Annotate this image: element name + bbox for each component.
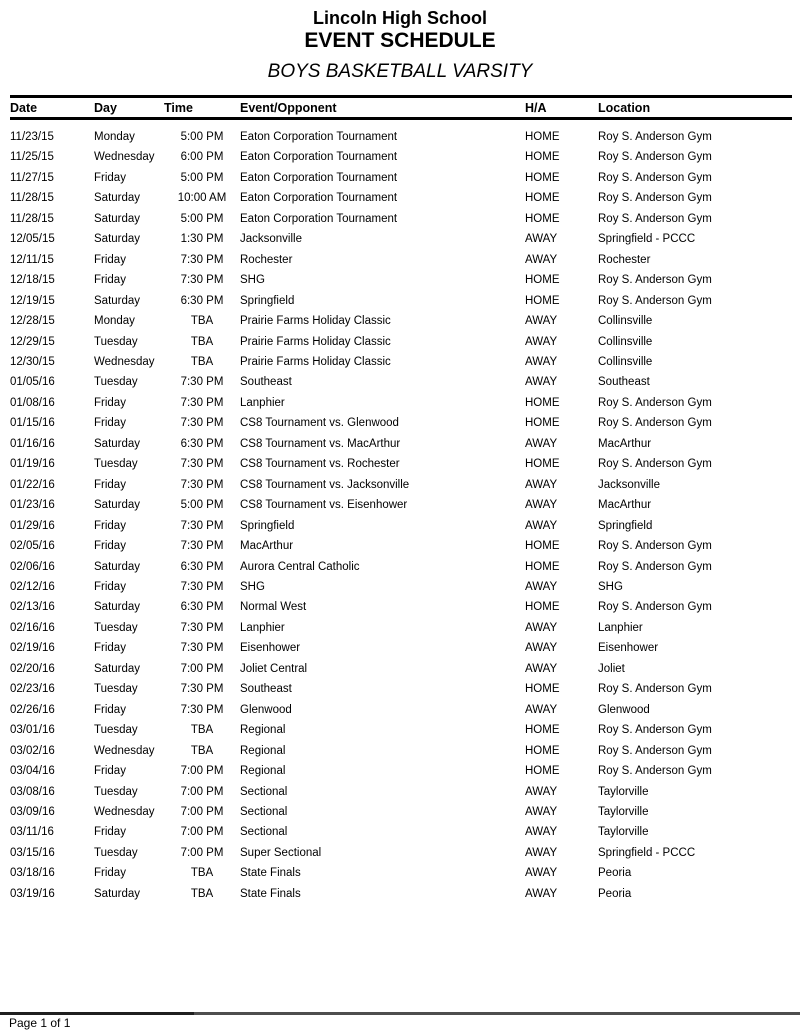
- table-row: [10, 168, 792, 188]
- table-cell: 12/05/15: [10, 233, 55, 246]
- table-cell: SHG: [240, 580, 265, 593]
- table-cell: 11/23/15: [10, 131, 54, 143]
- table-cell: Lanphier: [598, 621, 643, 634]
- table-cell: 02/23/16: [10, 683, 55, 696]
- table-cell: 7:30 PM: [180, 540, 224, 553]
- table-cell: 12/19/15: [10, 294, 55, 307]
- table-cell: HOME: [525, 171, 560, 184]
- table-cell: Tuesday: [94, 376, 138, 389]
- table-cell: 7:30 PM: [180, 376, 224, 389]
- table-cell: Lanphier: [240, 621, 285, 634]
- table-cell: Collinsville: [598, 315, 653, 328]
- table-row: [10, 720, 792, 740]
- table-cell: HOME: [525, 192, 560, 205]
- table-cell: Prairie Farms Holiday Classic: [240, 315, 391, 328]
- table-cell: Wednesday: [94, 805, 155, 818]
- table-cell: Taylorville: [598, 785, 649, 798]
- table-cell: HOME: [525, 417, 560, 430]
- table-cell: 02/12/16: [10, 580, 55, 593]
- table-cell: HOME: [525, 540, 560, 553]
- table-cell: Springfield: [240, 519, 295, 532]
- table-cell: Regional: [240, 724, 286, 737]
- table-cell: HOME: [525, 601, 560, 614]
- table-cell: Roy S. Anderson Gym: [598, 683, 712, 696]
- table-cell: 7:30 PM: [180, 519, 224, 532]
- table-cell: TBA: [190, 867, 214, 880]
- table-cell: 12/11/15: [10, 253, 54, 266]
- table-cell: Friday: [94, 519, 126, 532]
- table-cell: TBA: [190, 335, 214, 348]
- table-cell: Peoria: [598, 887, 632, 900]
- table-cell: Roy S. Anderson Gym: [598, 274, 712, 287]
- table-cell: TBA: [190, 744, 214, 757]
- table-cell: Peoria: [598, 867, 632, 880]
- table-cell: Wednesday: [94, 355, 155, 368]
- table-cell: Roy S. Anderson Gym: [598, 151, 712, 164]
- table-cell: Springfield: [598, 519, 653, 532]
- table-cell: 7:30 PM: [180, 253, 224, 266]
- table-cell: 02/20/16: [10, 662, 55, 675]
- table-cell: AWAY: [525, 478, 558, 491]
- table-row: [10, 516, 792, 536]
- table-cell: HOME: [525, 724, 560, 737]
- table-cell: Friday: [94, 396, 126, 409]
- table-row: [10, 475, 792, 495]
- report-title: EVENT SCHEDULE: [304, 29, 496, 52]
- table-cell: Friday: [94, 417, 126, 430]
- table-cell: Southeast: [598, 376, 650, 389]
- table-cell: Roy S. Anderson Gym: [598, 724, 712, 737]
- table-cell: 1:30 PM: [180, 233, 224, 246]
- table-cell: Joliet Central: [240, 662, 308, 675]
- table-cell: Monday: [94, 131, 135, 143]
- table-cell: AWAY: [525, 642, 558, 655]
- table-cell: 5:00 PM: [180, 212, 224, 225]
- table-cell: Saturday: [94, 560, 141, 573]
- table-cell: Saturday: [94, 601, 141, 614]
- table-cell: 01/19/16: [10, 458, 55, 471]
- table-cell: 03/04/16: [10, 765, 55, 778]
- table-cell: 7:00 PM: [180, 805, 224, 818]
- table-cell: AWAY: [525, 846, 558, 859]
- table-cell: 12/30/15: [10, 355, 55, 368]
- table-cell: 7:30 PM: [180, 642, 224, 655]
- table-cell: 7:30 PM: [180, 274, 224, 287]
- table-cell: CS8 Tournament vs. Jacksonville: [240, 478, 410, 491]
- table-cell: Sectional: [240, 805, 288, 818]
- table-cell: Springfield: [240, 294, 295, 307]
- table-cell: Joliet: [598, 662, 625, 675]
- table-row: [10, 434, 792, 454]
- table-cell: 7:30 PM: [180, 621, 224, 634]
- table-cell: AWAY: [525, 253, 558, 266]
- table-cell: HOME: [525, 560, 560, 573]
- table-cell: SHG: [598, 580, 623, 593]
- table-row: [10, 802, 792, 822]
- table-cell: Wednesday: [94, 151, 155, 164]
- table-cell: 7:30 PM: [180, 683, 224, 696]
- table-cell: 7:00 PM: [180, 785, 224, 798]
- table-cell: Prairie Farms Holiday Classic: [240, 335, 391, 348]
- table-cell: Roy S. Anderson Gym: [598, 744, 712, 757]
- table-cell: Tuesday: [94, 458, 138, 471]
- table-row: [10, 147, 792, 167]
- table-row: [10, 843, 792, 863]
- table-cell: AWAY: [525, 867, 558, 880]
- table-row: [10, 119, 792, 148]
- table-cell: 02/16/16: [10, 621, 55, 634]
- table-cell: 03/01/16: [10, 724, 55, 737]
- table-cell: 12/28/15: [10, 315, 55, 328]
- table-cell: 02/19/16: [10, 642, 55, 655]
- table-cell: Roy S. Anderson Gym: [598, 131, 712, 143]
- table-cell: 11/28/15: [10, 212, 54, 225]
- table-cell: Roy S. Anderson Gym: [598, 765, 712, 778]
- table-cell: Friday: [94, 478, 126, 491]
- table-cell: 7:30 PM: [180, 478, 224, 491]
- table-cell: AWAY: [525, 703, 558, 716]
- table-cell: Friday: [94, 703, 126, 716]
- table-row: [10, 311, 792, 331]
- table-cell: Monday: [94, 315, 135, 328]
- table-cell: 01/15/16: [10, 417, 55, 430]
- table-cell: Collinsville: [598, 335, 653, 348]
- table-cell: 12/18/15: [10, 274, 55, 287]
- table-cell: HOME: [525, 294, 560, 307]
- table-cell: Saturday: [94, 499, 141, 512]
- table-row: [10, 863, 792, 883]
- table-cell: Jacksonville: [240, 233, 302, 246]
- table-cell: TBA: [190, 887, 214, 900]
- table-row: [10, 270, 792, 290]
- table-cell: HOME: [525, 683, 560, 696]
- table-cell: 7:00 PM: [180, 826, 224, 839]
- table-cell: Rochester: [240, 253, 293, 266]
- table-cell: Glenwood: [240, 703, 292, 716]
- table-row: [10, 209, 792, 229]
- table-cell: Tuesday: [94, 683, 138, 696]
- table-cell: Friday: [94, 867, 126, 880]
- table-cell: 01/05/16: [10, 376, 55, 389]
- table-cell: HOME: [525, 274, 560, 287]
- table-cell: Saturday: [94, 212, 141, 225]
- table-cell: 11/28/15: [10, 192, 54, 205]
- table-cell: 01/29/16: [10, 519, 55, 532]
- table-cell: Taylorville: [598, 805, 649, 818]
- table-cell: 10:00 AM: [177, 192, 227, 205]
- table-cell: Southeast: [240, 683, 292, 696]
- table-cell: HOME: [525, 458, 560, 471]
- table-cell: Roy S. Anderson Gym: [598, 192, 712, 205]
- table-cell: Tuesday: [94, 724, 138, 737]
- table-cell: TBA: [190, 724, 214, 737]
- table-cell: Eaton Corporation Tournament: [240, 131, 398, 143]
- table-cell: 7:30 PM: [180, 458, 224, 471]
- table-cell: AWAY: [525, 335, 558, 348]
- table-cell: 5:00 PM: [180, 499, 224, 512]
- table-cell: Springfield - PCCC: [598, 846, 696, 859]
- table-cell: AWAY: [525, 826, 558, 839]
- table-cell: 02/05/16: [10, 540, 55, 553]
- table-cell: Friday: [94, 171, 126, 184]
- table-cell: SHG: [240, 274, 265, 287]
- table-cell: Aurora Central Catholic: [240, 560, 360, 573]
- table-row: [10, 495, 792, 515]
- table-row: [10, 291, 792, 311]
- table-cell: Saturday: [94, 887, 141, 900]
- table-cell: Tuesday: [94, 785, 138, 798]
- table-cell: 03/15/16: [10, 846, 55, 859]
- table-cell: Glenwood: [598, 703, 650, 716]
- table-row: [10, 679, 792, 699]
- table-cell: CS8 Tournament vs. MacArthur: [240, 437, 401, 450]
- table-cell: Friday: [94, 274, 126, 287]
- column-header-day: Day: [94, 97, 164, 119]
- table-cell: AWAY: [525, 233, 558, 246]
- table-cell: 7:30 PM: [180, 580, 224, 593]
- table-cell: AWAY: [525, 519, 558, 532]
- table-cell: Normal West: [240, 601, 307, 614]
- table-cell: 7:30 PM: [180, 703, 224, 716]
- table-cell: Regional: [240, 744, 286, 757]
- table-row: [10, 884, 792, 904]
- table-cell: Friday: [94, 253, 126, 266]
- table-cell: AWAY: [525, 887, 558, 900]
- table-cell: 11/27/15: [10, 171, 54, 184]
- table-cell: Eaton Corporation Tournament: [240, 212, 398, 225]
- table-cell: State Finals: [240, 887, 301, 900]
- table-cell: AWAY: [525, 785, 558, 798]
- table-row: [10, 761, 792, 781]
- table-cell: Roy S. Anderson Gym: [598, 560, 712, 573]
- table-cell: 03/09/16: [10, 805, 55, 818]
- table-cell: MacArthur: [240, 540, 294, 553]
- table-cell: HOME: [525, 765, 560, 778]
- table-row: [10, 741, 792, 761]
- table-row: [10, 557, 792, 577]
- table-cell: AWAY: [525, 662, 558, 675]
- table-row: [10, 822, 792, 842]
- table-row: [10, 700, 792, 720]
- table-cell: 01/16/16: [10, 437, 55, 450]
- table-cell: Tuesday: [94, 335, 138, 348]
- table-cell: Jacksonville: [598, 478, 660, 491]
- table-cell: 6:00 PM: [180, 151, 224, 164]
- table-row: [10, 782, 792, 802]
- table-cell: Friday: [94, 826, 126, 839]
- table-row: [10, 372, 792, 392]
- table-row: [10, 577, 792, 597]
- table-cell: Regional: [240, 765, 286, 778]
- table-cell: Eisenhower: [598, 642, 659, 655]
- table-row: [10, 536, 792, 556]
- table-cell: Saturday: [94, 294, 141, 307]
- table-cell: Roy S. Anderson Gym: [598, 212, 712, 225]
- table-cell: Roy S. Anderson Gym: [598, 417, 712, 430]
- table-cell: AWAY: [525, 580, 558, 593]
- table-cell: TBA: [190, 315, 214, 328]
- table-cell: AWAY: [525, 621, 558, 634]
- table-row: [10, 413, 792, 433]
- table-cell: Lanphier: [240, 396, 285, 409]
- table-cell: CS8 Tournament vs. Rochester: [240, 458, 400, 471]
- table-cell: 7:00 PM: [180, 765, 224, 778]
- table-row: [10, 229, 792, 249]
- table-cell: Sectional: [240, 785, 288, 798]
- table-cell: Saturday: [94, 437, 141, 450]
- table-cell: 02/26/16: [10, 703, 55, 716]
- column-header-date: Date: [10, 97, 94, 119]
- table-cell: 6:30 PM: [180, 601, 224, 614]
- table-cell: Eaton Corporation Tournament: [240, 192, 398, 205]
- table-cell: HOME: [525, 151, 560, 164]
- table-cell: Wednesday: [94, 744, 155, 757]
- table-row: [10, 188, 792, 208]
- table-cell: 01/22/16: [10, 478, 55, 491]
- table-row: [10, 393, 792, 413]
- table-cell: Rochester: [598, 253, 651, 266]
- table-cell: Springfield - PCCC: [598, 233, 696, 246]
- table-cell: HOME: [525, 131, 560, 143]
- school-name: Lincoln High School: [313, 8, 487, 28]
- table-cell: State Finals: [240, 867, 301, 880]
- table-cell: Prairie Farms Holiday Classic: [240, 355, 391, 368]
- footer-divider: [0, 1012, 800, 1015]
- table-cell: Friday: [94, 580, 126, 593]
- table-cell: 02/13/16: [10, 601, 55, 614]
- column-header-event: Event/Opponent: [240, 97, 525, 119]
- table-cell: 6:30 PM: [180, 294, 224, 307]
- table-cell: 5:00 PM: [180, 171, 224, 184]
- table-cell: Eaton Corporation Tournament: [240, 151, 398, 164]
- table-cell: Collinsville: [598, 355, 653, 368]
- table-cell: Friday: [94, 642, 126, 655]
- table-cell: Saturday: [94, 192, 141, 205]
- table-cell: Tuesday: [94, 621, 138, 634]
- table-cell: MacArthur: [598, 499, 652, 512]
- table-cell: Roy S. Anderson Gym: [598, 458, 712, 471]
- table-cell: Friday: [94, 540, 126, 553]
- table-cell: 03/18/16: [10, 867, 55, 880]
- table-cell: MacArthur: [598, 437, 652, 450]
- table-cell: Saturday: [94, 233, 141, 246]
- table-cell: 11/25/15: [10, 151, 54, 164]
- table-cell: Roy S. Anderson Gym: [598, 294, 712, 307]
- table-cell: 5:00 PM: [180, 131, 224, 143]
- table-row: [10, 597, 792, 617]
- table-row: [10, 659, 792, 679]
- table-cell: Roy S. Anderson Gym: [598, 171, 712, 184]
- table-cell: 02/06/16: [10, 560, 55, 573]
- schedule-table: [10, 95, 792, 904]
- table-cell: Southeast: [240, 376, 292, 389]
- table-cell: 03/08/16: [10, 785, 55, 798]
- table-cell: Tuesday: [94, 846, 138, 859]
- table-cell: AWAY: [525, 437, 558, 450]
- table-row: [10, 454, 792, 474]
- table-cell: Saturday: [94, 662, 141, 675]
- table-cell: Taylorville: [598, 826, 649, 839]
- table-cell: 01/08/16: [10, 396, 55, 409]
- table-cell: 6:30 PM: [180, 560, 224, 573]
- table-cell: 03/11/16: [10, 826, 54, 839]
- table-cell: Super Sectional: [240, 846, 322, 859]
- table-cell: 7:00 PM: [180, 846, 224, 859]
- page-number: Page 1 of 1: [9, 1016, 71, 1030]
- table-cell: HOME: [525, 212, 560, 225]
- table-cell: AWAY: [525, 315, 558, 328]
- table-row: [10, 618, 792, 638]
- table-cell: TBA: [190, 355, 214, 368]
- table-cell: 7:00 PM: [180, 662, 224, 675]
- column-header-location: Location: [598, 97, 792, 119]
- table-cell: Roy S. Anderson Gym: [598, 540, 712, 553]
- table-cell: CS8 Tournament vs. Eisenhower: [240, 499, 408, 512]
- column-header-time: Time: [164, 97, 240, 119]
- table-cell: HOME: [525, 396, 560, 409]
- table-cell: 12/29/15: [10, 335, 55, 348]
- table-header-row: [10, 97, 792, 119]
- table-row: [10, 638, 792, 658]
- table-cell: Eisenhower: [240, 642, 301, 655]
- table-cell: Sectional: [240, 826, 288, 839]
- table-row: [10, 332, 792, 352]
- table-row: [10, 250, 792, 270]
- table-cell: 7:30 PM: [180, 417, 224, 430]
- table-cell: 6:30 PM: [180, 437, 224, 450]
- team-title: BOYS BASKETBALL VARSITY: [267, 61, 533, 82]
- table-cell: Friday: [94, 765, 126, 778]
- table-cell: AWAY: [525, 805, 558, 818]
- table-row: [10, 352, 792, 372]
- column-header-ha: H/A: [525, 97, 598, 119]
- table-cell: Roy S. Anderson Gym: [598, 601, 712, 614]
- table-cell: 01/23/16: [10, 499, 55, 512]
- table-cell: AWAY: [525, 355, 558, 368]
- table-cell: HOME: [525, 744, 560, 757]
- table-cell: AWAY: [525, 499, 558, 512]
- table-cell: 7:30 PM: [180, 396, 224, 409]
- schedule-table-body: [10, 119, 792, 905]
- table-cell: CS8 Tournament vs. Glenwood: [240, 417, 399, 430]
- table-cell: Roy S. Anderson Gym: [598, 396, 712, 409]
- table-cell: 03/19/16: [10, 887, 55, 900]
- table-cell: 03/02/16: [10, 744, 55, 757]
- table-cell: Eaton Corporation Tournament: [240, 171, 398, 184]
- table-cell: AWAY: [525, 376, 558, 389]
